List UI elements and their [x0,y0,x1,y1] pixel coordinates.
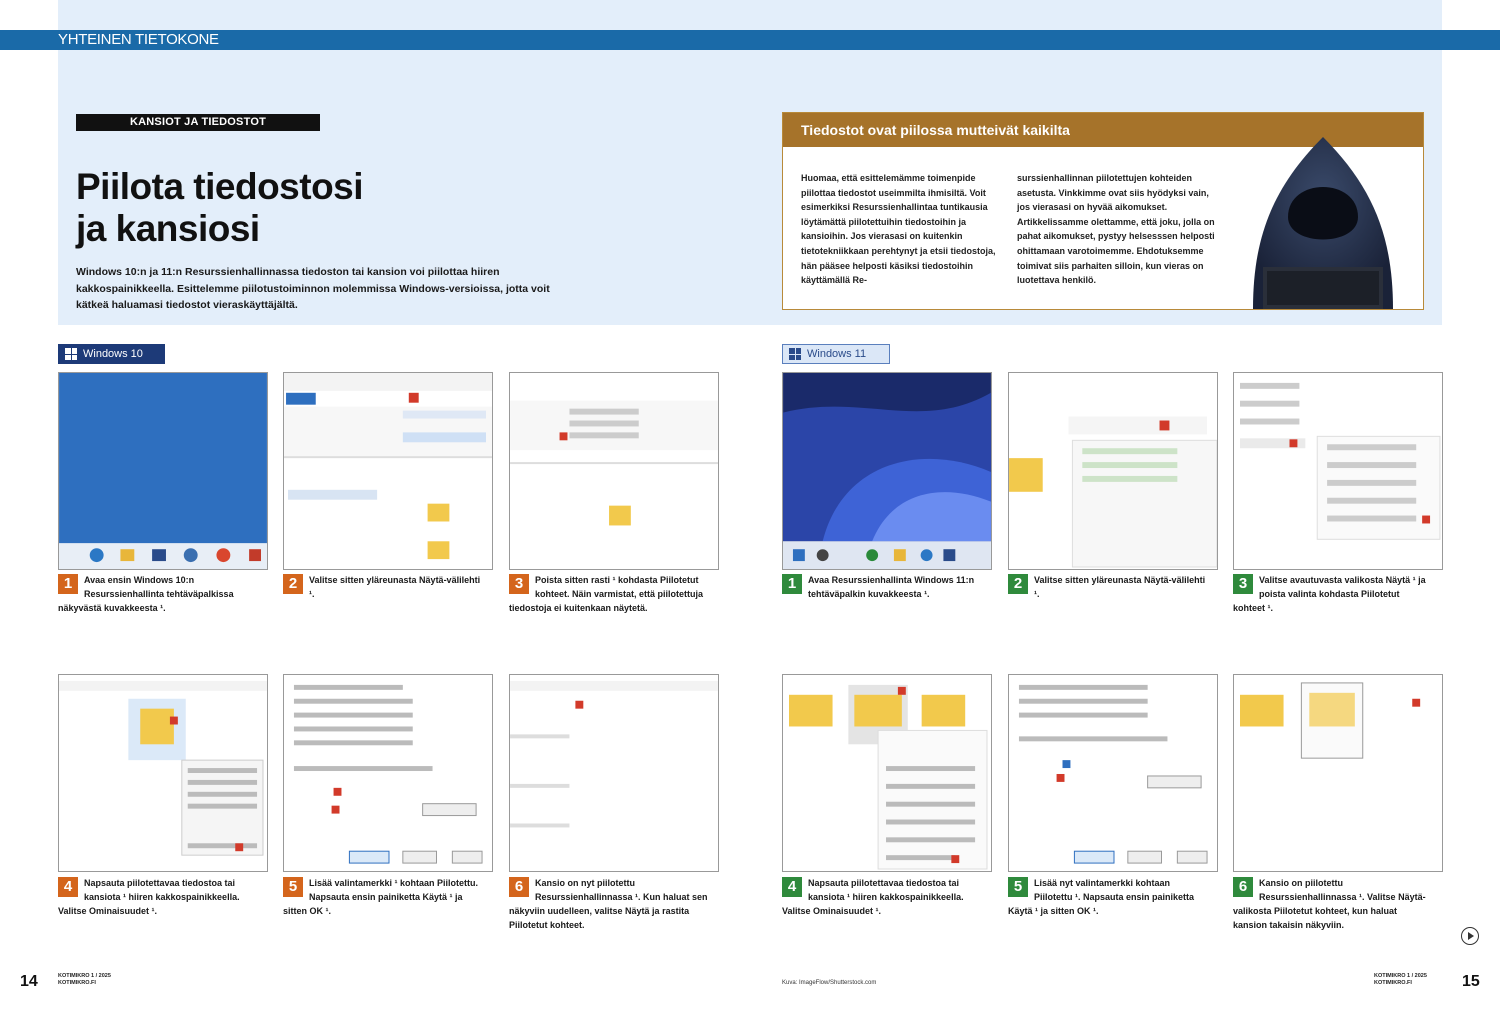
footer-brand-right: KOTIMIKRO 1 / 2025 KOTIMIKRO.FI [1374,973,1427,986]
caption-w11-step6 [1233,876,1433,932]
caption-w10-step6 [509,876,709,932]
step-number: 5 [1008,877,1028,897]
windows10-badge [58,344,165,364]
screenshot-w11-step4 [782,674,992,872]
sidebar-column-1: Huomaa, että esittelemämme toimenpide piilottaa tiedostot useimmilta ihmisiltä. Voit esimerkiksi Resurssienhallintaa tuntikausia löytämättä piilotettuihin tiedostoihin ja kansioihin. Jos vierasasi on kuitenkin tietotekniikkaan perehtynyt ja etsii tiedostoja, hän pääsee helposti käsiksi tiedostoihin käyttämällä Re- [801,173,996,286]
sidebar-box [782,112,1424,310]
windows10-label: Windows 10 [83,348,143,360]
section-label: YHTEINEN TIETOKONE [58,31,219,48]
windows11-badge [782,344,890,364]
page-number-right: 15 [1462,973,1480,990]
step-number: 4 [58,877,78,897]
caption-w10-step5 [283,876,483,918]
screenshot-w11-step1 [782,372,992,570]
kicker-label: KANSIOT JA TIEDOSTOT [76,114,320,131]
caption-w11-step3 [1233,573,1433,615]
hooded-figure-image [1223,117,1423,309]
screenshot-w10-step3 [509,372,719,570]
step-number: 2 [1008,574,1028,594]
screenshot-w11-step3 [1233,372,1443,570]
screenshot-w10-step2 [283,372,493,570]
screenshot-w10-step5 [283,674,493,872]
step-number: 1 [782,574,802,594]
caption-w10-step2 [283,573,483,601]
step-number: 6 [509,877,529,897]
title-line-1: Piilota tiedostosi [76,166,364,207]
step-text: Kansio on piilotettu Resurssienhallinnassa ¹. Valitse Näytä-valikosta Piilotetut kohteet, kun haluat kansion takaisin näkyviin. [1233,878,1426,930]
caption-w11-step1 [782,573,982,601]
screenshot-w11-step2 [1008,372,1218,570]
caption-w11-step5 [1008,876,1208,918]
step-text: Lisää valintamerkki ¹ kohtaan Piilotettu. Napsauta ensin painiketta Käytä ¹ ja sitten OK ¹. [283,878,479,916]
step-number: 3 [509,574,529,594]
step-text: Valitse sitten yläreunasta Näytä-välilehti ¹. [309,575,481,599]
article-title [76,166,496,250]
caption-w10-step4 [58,876,258,918]
caption-w11-step4 [782,876,982,918]
windows11-label: Windows 11 [807,348,867,360]
next-page-icon[interactable] [1461,927,1479,945]
page-number-left: 14 [20,973,38,990]
image-credit: Kuva: ImageFlow/Shutterstock.com [782,980,877,986]
step-number: 4 [782,877,802,897]
lead-paragraph: Windows 10:n ja 11:n Resurssienhallinnassa tiedoston tai kansion voi piilottaa hiiren kakkospainikkeella. Esittelemme piilotustoiminnon molemmissa Windows-versioissa, jotta voit kätkeä haluamasi tiedostot vieraskäyttäjältä. [76,266,550,311]
step-number: 2 [283,574,303,594]
title-line-2: ja kansiosi [76,208,260,249]
screenshot-w10-step4 [58,674,268,872]
footer-brand-left: KOTIMIKRO 1 / 2025 KOTIMIKRO.FI [58,973,111,986]
step-number: 5 [283,877,303,897]
sidebar-heading: Tiedostot ovat piilossa mutteivät kaikilta [783,113,1423,147]
screenshot-w11-step6 [1233,674,1443,872]
windows-logo-icon [65,348,77,360]
caption-w11-step2 [1008,573,1208,601]
step-text: Valitse sitten yläreunasta Näytä-välilehti ¹. [1034,575,1206,599]
step-number: 6 [1233,877,1253,897]
step-text: Kansio on nyt piilotettu Resurssienhallinnassa ¹. Kun haluat sen näkyviin uudelleen, valitse Näytä ja rastita Piilotetut kohteet. [509,878,708,930]
step-text: Valitse avautuvasta valikosta Näytä ¹ ja poista valinta kohdasta Piilotetut kohteet ¹. [1233,575,1426,613]
section-bar [0,30,1500,50]
step-number: 1 [58,574,78,594]
step-text: Avaa Resurssienhallinta Windows 11:n tehtäväpalkin kuvakkeesta ¹. [808,575,975,599]
caption-w10-step1 [58,573,258,615]
sidebar-column-2: surssienhallinnan piilotettujen kohteiden asetusta. Vinkkimme ovat siis hyödyksi vain, jos vierasasi on hyvää aikomukset. Artikkelissamme olettamme, että joku, jolla on pahat aikomukset, pystyy helsesssen helposti ohittamaan varotoimemme. Ehdotuksemme toimivat siis parhaiten silloin, kun vieras on luotettava henkilö. [1017,173,1215,286]
caption-w10-step3 [509,573,709,615]
step-text: Napsauta piilotettavaa tiedostoa tai kansiota ¹ hiiren kakkospainikkeella. Valitse Ominaisuudet ¹. [782,878,964,916]
screenshot-w10-step1 [58,372,268,570]
screenshot-w10-step6 [509,674,719,872]
step-text: Avaa ensin Windows 10:n Resurssienhallinta tehtäväpalkissa näkyvästä kuvakkeesta ¹. [58,575,234,613]
screenshot-w11-step5 [1008,674,1218,872]
step-text: Napsauta piilotettavaa tiedostoa tai kansiota ¹ hiiren kakkospainikkeella. Valitse Ominaisuudet ¹. [58,878,240,916]
windows-logo-icon [789,348,801,360]
step-number: 3 [1233,574,1253,594]
step-text: Poista sitten rasti ¹ kohdasta Piilotetut kohteet. Näin varmistat, että piilotettuja tiedostoja ei kuitenkaan näytetä. [509,575,704,613]
step-text: Lisää nyt valintamerkki kohtaan Piilotettu ¹. Napsauta ensin painiketta Käytä ¹ ja sitten OK ¹. [1008,878,1195,916]
